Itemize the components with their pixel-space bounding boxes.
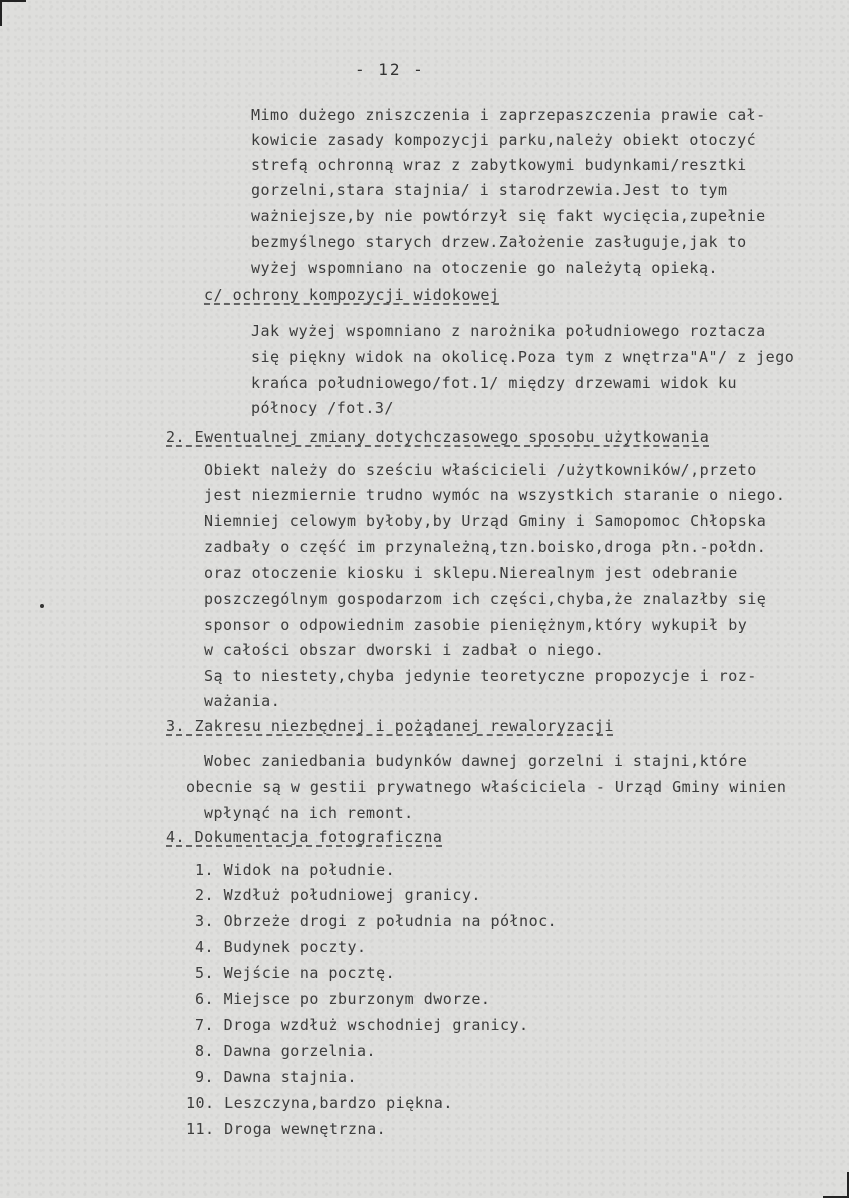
list-item: 11. Droga wewnętrzna. bbox=[186, 1120, 387, 1138]
paragraph-line: ważniejsze,by nie powtórzył się fakt wycięcia,zupełnie bbox=[251, 207, 766, 225]
paragraph-line: jest niezmiernie trudno wymóc na wszystkich staranie o niego. bbox=[204, 486, 786, 504]
list-item: 9. Dawna stajnia. bbox=[195, 1068, 358, 1086]
list-item: 1. Widok na południe. bbox=[195, 861, 396, 879]
section-heading: 3. Zakresu niezbędnej i pożądanej rewaloryzacji bbox=[166, 717, 614, 735]
paragraph-line: sponsor o odpowiednim zasobie pieniężnym,który wykupił by bbox=[204, 616, 748, 634]
paragraph-line: kowicie zasady kompozycji parku,należy obiekt otoczyć bbox=[251, 131, 757, 149]
paragraph-line: krańca południowego/fot.1/ między drzewami widok ku bbox=[251, 374, 738, 392]
paragraph-line: Są to niestety,chyba jedynie teoretyczne propozycje i roz- bbox=[204, 667, 757, 685]
list-item: 3. Obrzeże drogi z południa na północ. bbox=[195, 912, 558, 930]
section-heading: c/ ochrony kompozycji widokowej bbox=[204, 286, 500, 304]
paragraph-line: poszczególnym gospodarzom ich części,chyba,że znalazłby się bbox=[204, 590, 767, 608]
paragraph-line: bezmyślnego starych drzew.Założenie zasługuje,jak to bbox=[251, 233, 747, 251]
paragraph-line: oraz otoczenie kiosku i sklepu.Nierealnym jest odebranie bbox=[204, 564, 738, 582]
list-item: 8. Dawna gorzelnia. bbox=[195, 1042, 377, 1060]
list-item: 5. Wejście na pocztę. bbox=[195, 964, 396, 982]
paragraph-line: Mimo dużego zniszczenia i zaprzepaszczenia prawie cał- bbox=[251, 106, 766, 124]
paragraph-line: obecnie są w gestii prywatnego właściciela - Urząd Gminy winien bbox=[186, 778, 787, 796]
list-item: 10. Leszczyna,bardzo piękna. bbox=[186, 1094, 453, 1112]
section-heading: 4. Dokumentacja fotograficzna bbox=[166, 828, 443, 846]
paragraph-line: Niemniej celowym byłoby,by Urząd Gminy i Samopomoc Chłopska bbox=[204, 512, 767, 530]
paragraph-line: ważania. bbox=[204, 692, 281, 710]
list-item: 6. Miejsce po zburzonym dworze. bbox=[195, 990, 491, 1008]
page-number: - 12 - bbox=[355, 60, 425, 79]
paragraph-line: w całości obszar dworski i zadbał o niego. bbox=[204, 641, 605, 659]
list-item: 7. Droga wzdłuż wschodniej granicy. bbox=[195, 1016, 529, 1034]
list-item: 4. Budynek poczty. bbox=[195, 938, 367, 956]
paragraph-line: strefą ochronną wraz z zabytkowymi budynkami/resztki bbox=[251, 156, 747, 174]
paragraph-line: się piękny widok na okolicę.Poza tym z wnętrza"A"/ z jego bbox=[251, 348, 795, 366]
paragraph-line: północy /fot.3/ bbox=[251, 399, 394, 417]
scan-speck bbox=[40, 604, 44, 608]
paragraph-line: wyżej wspomniano na otoczenie go należytą opieką. bbox=[251, 259, 719, 277]
section-heading: 2. Ewentualnej zmiany dotychczasowego sposobu użytkowania bbox=[166, 428, 710, 446]
paragraph-line: zadbały o część im przynależną,tzn.boisko,droga płn.-połdn. bbox=[204, 538, 767, 556]
list-item: 2. Wzdłuż południowej granicy. bbox=[195, 886, 481, 904]
paragraph-line: gorzelni,stara stajnia/ i starodrzewia.Jest to tym bbox=[251, 181, 728, 199]
paragraph-line: Jak wyżej wspomniano z narożnika południowego roztacza bbox=[251, 322, 766, 340]
scan-corner-mark bbox=[823, 1172, 849, 1198]
scan-corner-mark bbox=[0, 0, 26, 26]
paragraph-line: wpłynąć na ich remont. bbox=[204, 804, 414, 822]
paragraph-line: Wobec zaniedbania budynków dawnej gorzelni i stajni,które bbox=[204, 752, 748, 770]
paragraph-line: Obiekt należy do sześciu właścicieli /użytkowników/,przeto bbox=[204, 461, 757, 479]
